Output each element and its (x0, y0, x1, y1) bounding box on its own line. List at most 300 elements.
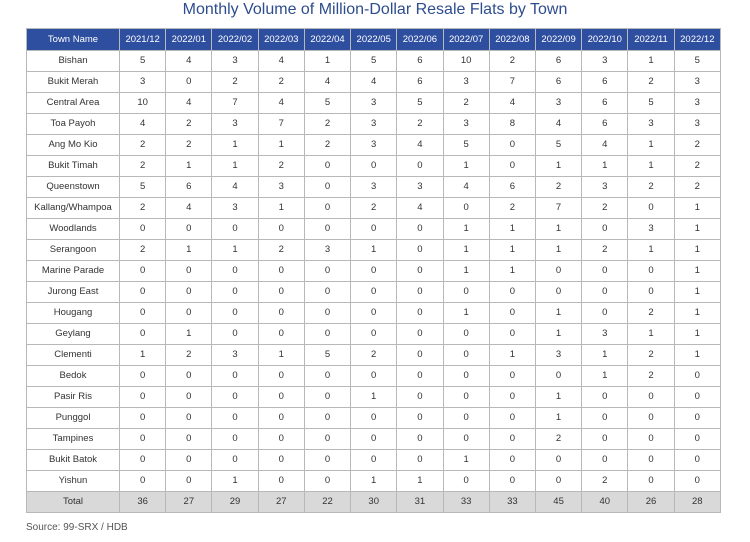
value-cell: 0 (443, 366, 489, 387)
value-cell: 0 (351, 303, 397, 324)
value-cell: 0 (304, 303, 350, 324)
value-cell: 0 (397, 366, 443, 387)
value-cell: 0 (351, 429, 397, 450)
value-cell: 2 (258, 156, 304, 177)
town-name-cell: Central Area (27, 93, 120, 114)
value-cell: 0 (535, 282, 581, 303)
value-cell: 0 (351, 366, 397, 387)
value-cell: 2 (443, 93, 489, 114)
value-cell: 0 (304, 219, 350, 240)
value-cell: 1 (258, 135, 304, 156)
value-cell: 1 (212, 471, 258, 492)
value-cell: 0 (351, 219, 397, 240)
value-cell: 0 (397, 282, 443, 303)
value-cell: 6 (582, 72, 628, 93)
table-row (27, 450, 721, 471)
value-cell: 1 (628, 156, 674, 177)
value-cell: 0 (397, 240, 443, 261)
value-cell: 4 (535, 114, 581, 135)
table-row (27, 387, 721, 408)
value-cell: 7 (258, 114, 304, 135)
value-cell: 0 (166, 387, 212, 408)
value-cell: 0 (166, 429, 212, 450)
value-cell: 3 (582, 324, 628, 345)
value-cell: 0 (443, 324, 489, 345)
value-cell: 2 (674, 135, 720, 156)
value-cell: 0 (628, 429, 674, 450)
value-cell: 0 (628, 408, 674, 429)
value-cell: 6 (397, 51, 443, 72)
value-cell: 2 (166, 135, 212, 156)
table-row (27, 261, 721, 282)
table-row (27, 282, 721, 303)
header-month-2022-11: 2022/11 (628, 29, 674, 51)
header-month-2022-07: 2022/07 (443, 29, 489, 51)
value-cell: 0 (258, 429, 304, 450)
value-cell: 0 (212, 366, 258, 387)
value-cell: 0 (628, 387, 674, 408)
value-cell: 0 (674, 366, 720, 387)
value-cell: 1 (628, 51, 674, 72)
value-cell: 0 (397, 345, 443, 366)
table-row (27, 114, 721, 135)
value-cell: 0 (166, 219, 212, 240)
value-cell: 0 (582, 450, 628, 471)
value-cell: 6 (397, 72, 443, 93)
town-name-cell: Kallang/Whampoa (27, 198, 120, 219)
value-cell: 0 (628, 261, 674, 282)
town-name-cell: Serangoon (27, 240, 120, 261)
value-cell: 1 (674, 240, 720, 261)
value-cell: 1 (212, 156, 258, 177)
town-name-cell: Pasir Ris (27, 387, 120, 408)
value-cell: 0 (582, 429, 628, 450)
value-cell: 3 (351, 114, 397, 135)
value-cell: 0 (304, 198, 350, 219)
value-cell: 5 (397, 93, 443, 114)
value-cell: 0 (212, 303, 258, 324)
value-cell: 0 (397, 408, 443, 429)
value-cell: 6 (582, 93, 628, 114)
value-cell: 2 (120, 135, 166, 156)
value-cell: 0 (120, 471, 166, 492)
town-name-cell: Punggol (27, 408, 120, 429)
value-cell: 0 (166, 408, 212, 429)
value-cell: 1 (628, 324, 674, 345)
table-row (27, 135, 721, 156)
value-cell: 3 (535, 93, 581, 114)
value-cell: 0 (628, 450, 674, 471)
town-name-cell: Woodlands (27, 219, 120, 240)
town-name-cell: Bedok (27, 366, 120, 387)
value-cell: 2 (120, 198, 166, 219)
value-cell: 0 (351, 408, 397, 429)
value-cell: 0 (674, 450, 720, 471)
header-month-2022-01: 2022/01 (166, 29, 212, 51)
value-cell: 0 (489, 156, 535, 177)
town-name-cell: Marine Parade (27, 261, 120, 282)
value-cell: 0 (258, 261, 304, 282)
value-cell: 3 (351, 93, 397, 114)
value-cell: 3 (443, 114, 489, 135)
value-cell: 0 (582, 408, 628, 429)
value-cell: 1 (582, 345, 628, 366)
value-cell: 4 (582, 135, 628, 156)
value-cell: 0 (443, 282, 489, 303)
value-cell: 0 (489, 450, 535, 471)
value-cell: 2 (674, 156, 720, 177)
value-cell: 3 (212, 198, 258, 219)
value-cell: 0 (535, 450, 581, 471)
value-cell: 2 (304, 135, 350, 156)
value-cell: 3 (351, 177, 397, 198)
value-cell: 1 (212, 240, 258, 261)
value-cell: 0 (166, 282, 212, 303)
value-cell: 2 (120, 240, 166, 261)
value-cell: 0 (582, 261, 628, 282)
value-cell: 0 (304, 282, 350, 303)
table-row (27, 156, 721, 177)
table-row (27, 303, 721, 324)
value-cell: 3 (304, 240, 350, 261)
value-cell: 8 (489, 114, 535, 135)
value-cell: 2 (304, 114, 350, 135)
total-row (27, 492, 721, 513)
value-cell: 0 (304, 471, 350, 492)
value-cell: 0 (674, 429, 720, 450)
value-cell: 1 (443, 450, 489, 471)
town-name-cell: Jurong East (27, 282, 120, 303)
value-cell: 0 (120, 324, 166, 345)
value-cell: 1 (535, 324, 581, 345)
value-cell: 0 (120, 429, 166, 450)
table-row (27, 51, 721, 72)
value-cell: 2 (258, 72, 304, 93)
value-cell: 1 (489, 219, 535, 240)
chart-title: Monthly Volume of Million-Dollar Resale Flats by Town (182, 1, 568, 18)
table-row (27, 93, 721, 114)
value-cell: 3 (212, 114, 258, 135)
value-cell: 0 (489, 408, 535, 429)
value-cell: 1 (166, 240, 212, 261)
total-value-cell: 40 (582, 492, 628, 513)
value-cell: 3 (674, 114, 720, 135)
value-cell: 4 (489, 93, 535, 114)
value-cell: 1 (489, 345, 535, 366)
value-cell: 5 (535, 135, 581, 156)
value-cell: 4 (351, 72, 397, 93)
value-cell: 0 (443, 408, 489, 429)
town-name-cell: Clementi (27, 345, 120, 366)
value-cell: 1 (674, 345, 720, 366)
total-value-cell: 27 (166, 492, 212, 513)
value-cell: 3 (582, 177, 628, 198)
value-cell: 0 (258, 282, 304, 303)
value-cell: 1 (535, 303, 581, 324)
value-cell: 0 (397, 219, 443, 240)
value-cell: 0 (258, 366, 304, 387)
table-row (27, 429, 721, 450)
value-cell: 0 (351, 282, 397, 303)
value-cell: 0 (120, 450, 166, 471)
value-cell: 2 (489, 51, 535, 72)
value-cell: 2 (166, 345, 212, 366)
value-cell: 0 (674, 387, 720, 408)
value-cell: 2 (628, 177, 674, 198)
value-cell: 1 (397, 471, 443, 492)
value-cell: 0 (166, 450, 212, 471)
total-value-cell: 22 (304, 492, 350, 513)
value-cell: 1 (351, 471, 397, 492)
value-cell: 0 (351, 156, 397, 177)
value-cell: 0 (397, 324, 443, 345)
value-cell: 0 (443, 345, 489, 366)
value-cell: 0 (212, 429, 258, 450)
value-cell: 1 (535, 219, 581, 240)
value-cell: 4 (304, 72, 350, 93)
value-cell: 3 (258, 177, 304, 198)
header-month-2022-03: 2022/03 (258, 29, 304, 51)
total-value-cell: 27 (258, 492, 304, 513)
value-cell: 6 (489, 177, 535, 198)
value-cell: 5 (674, 51, 720, 72)
total-label: Total (27, 492, 120, 513)
value-cell: 5 (628, 93, 674, 114)
value-cell: 0 (628, 198, 674, 219)
value-cell: 0 (397, 387, 443, 408)
value-cell: 1 (674, 324, 720, 345)
value-cell: 0 (351, 261, 397, 282)
header-town-name: Town Name (27, 29, 120, 51)
value-cell: 0 (674, 471, 720, 492)
value-cell: 2 (166, 114, 212, 135)
town-name-cell: Ang Mo Kio (27, 135, 120, 156)
town-name-cell: Toa Payoh (27, 114, 120, 135)
value-cell: 1 (489, 261, 535, 282)
value-cell: 0 (397, 261, 443, 282)
table-body (27, 51, 721, 513)
value-cell: 0 (258, 387, 304, 408)
header-month-2022-10: 2022/10 (582, 29, 628, 51)
value-cell: 0 (304, 366, 350, 387)
value-cell: 0 (304, 450, 350, 471)
value-cell: 0 (258, 408, 304, 429)
value-cell: 3 (582, 51, 628, 72)
value-cell: 6 (535, 72, 581, 93)
value-cell: 4 (120, 114, 166, 135)
value-cell: 7 (535, 198, 581, 219)
town-name-cell: Yishun (27, 471, 120, 492)
value-cell: 0 (397, 156, 443, 177)
value-cell: 0 (304, 408, 350, 429)
value-cell: 0 (120, 219, 166, 240)
value-cell: 4 (258, 93, 304, 114)
table-row (27, 240, 721, 261)
total-value-cell: 33 (489, 492, 535, 513)
value-cell: 1 (166, 156, 212, 177)
value-cell: 3 (212, 345, 258, 366)
value-cell: 1 (212, 135, 258, 156)
town-name-cell: Hougang (27, 303, 120, 324)
header-month-2022-06: 2022/06 (397, 29, 443, 51)
value-cell: 0 (628, 282, 674, 303)
value-cell: 0 (351, 324, 397, 345)
value-cell: 0 (258, 303, 304, 324)
value-cell: 1 (258, 345, 304, 366)
value-cell: 0 (304, 177, 350, 198)
value-cell: 1 (258, 198, 304, 219)
value-cell: 0 (258, 450, 304, 471)
table-header-row (27, 29, 721, 51)
value-cell: 4 (166, 51, 212, 72)
value-cell: 1 (582, 366, 628, 387)
value-cell: 0 (258, 219, 304, 240)
value-cell: 0 (212, 282, 258, 303)
value-cell: 1 (120, 345, 166, 366)
header-month-2022-08: 2022/08 (489, 29, 535, 51)
value-cell: 0 (535, 366, 581, 387)
value-cell: 0 (397, 303, 443, 324)
value-cell: 0 (304, 261, 350, 282)
value-cell: 0 (489, 429, 535, 450)
value-cell: 0 (489, 324, 535, 345)
total-value-cell: 30 (351, 492, 397, 513)
value-cell: 2 (351, 345, 397, 366)
town-name-cell: Geylang (27, 324, 120, 345)
value-cell: 1 (628, 135, 674, 156)
value-cell: 6 (582, 114, 628, 135)
value-cell: 3 (628, 219, 674, 240)
town-name-cell: Tampines (27, 429, 120, 450)
value-cell: 0 (166, 471, 212, 492)
value-cell: 1 (674, 198, 720, 219)
value-cell: 0 (489, 303, 535, 324)
value-cell: 1 (351, 387, 397, 408)
table-row (27, 198, 721, 219)
value-cell: 0 (443, 387, 489, 408)
value-cell: 2 (582, 471, 628, 492)
value-cell: 0 (674, 408, 720, 429)
value-cell: 0 (120, 387, 166, 408)
value-cell: 0 (304, 156, 350, 177)
value-cell: 1 (443, 303, 489, 324)
value-cell: 0 (212, 387, 258, 408)
value-cell: 0 (212, 261, 258, 282)
value-cell: 0 (397, 429, 443, 450)
value-cell: 2 (535, 177, 581, 198)
value-cell: 2 (397, 114, 443, 135)
value-cell: 3 (351, 135, 397, 156)
value-cell: 2 (120, 156, 166, 177)
value-cell: 3 (397, 177, 443, 198)
value-cell: 1 (674, 282, 720, 303)
town-name-cell: Bukit Merah (27, 72, 120, 93)
town-name-cell: Bishan (27, 51, 120, 72)
table-row (27, 177, 721, 198)
value-cell: 0 (258, 471, 304, 492)
table-row (27, 471, 721, 492)
total-value-cell: 29 (212, 492, 258, 513)
value-cell: 7 (212, 93, 258, 114)
value-cell: 6 (535, 51, 581, 72)
value-cell: 1 (489, 240, 535, 261)
value-cell: 0 (443, 198, 489, 219)
value-cell: 0 (304, 429, 350, 450)
value-cell: 4 (166, 198, 212, 219)
value-cell: 1 (535, 408, 581, 429)
value-cell: 4 (397, 135, 443, 156)
value-cell: 0 (535, 471, 581, 492)
value-cell: 0 (120, 408, 166, 429)
value-cell: 10 (120, 93, 166, 114)
value-cell: 2 (674, 177, 720, 198)
value-cell: 1 (166, 324, 212, 345)
value-cell: 0 (120, 282, 166, 303)
value-cell: 0 (443, 429, 489, 450)
town-name-cell: Bukit Timah (27, 156, 120, 177)
value-cell: 2 (582, 198, 628, 219)
value-cell: 1 (535, 156, 581, 177)
header-month-2022-05: 2022/05 (351, 29, 397, 51)
value-cell: 4 (166, 93, 212, 114)
value-cell: 1 (443, 240, 489, 261)
value-cell: 0 (166, 366, 212, 387)
value-cell: 0 (489, 282, 535, 303)
value-cell: 3 (443, 72, 489, 93)
value-cell: 0 (582, 219, 628, 240)
table-row (27, 366, 721, 387)
value-cell: 4 (443, 177, 489, 198)
header-month-2022-02: 2022/02 (212, 29, 258, 51)
value-cell: 0 (120, 261, 166, 282)
town-name-cell: Queenstown (27, 177, 120, 198)
table-row (27, 345, 721, 366)
value-cell: 1 (674, 303, 720, 324)
value-cell: 0 (489, 366, 535, 387)
value-cell: 10 (443, 51, 489, 72)
value-cell: 0 (489, 471, 535, 492)
value-cell: 0 (535, 261, 581, 282)
value-cell: 0 (304, 324, 350, 345)
value-cell: 2 (535, 429, 581, 450)
value-cell: 3 (120, 72, 166, 93)
value-cell: 0 (582, 303, 628, 324)
total-value-cell: 33 (443, 492, 489, 513)
value-cell: 4 (212, 177, 258, 198)
value-cell: 2 (582, 240, 628, 261)
value-cell: 0 (304, 387, 350, 408)
table-row (27, 72, 721, 93)
value-cell: 5 (351, 51, 397, 72)
value-cell: 0 (212, 219, 258, 240)
total-value-cell: 36 (120, 492, 166, 513)
total-value-cell: 28 (674, 492, 720, 513)
table-row (27, 408, 721, 429)
resale-volume-table (26, 28, 721, 513)
header-month-2022-04: 2022/04 (304, 29, 350, 51)
value-cell: 2 (628, 366, 674, 387)
value-cell: 0 (582, 387, 628, 408)
value-cell: 1 (351, 240, 397, 261)
value-cell: 3 (674, 93, 720, 114)
header-month-2021-12: 2021/12 (120, 29, 166, 51)
value-cell: 0 (489, 387, 535, 408)
total-value-cell: 45 (535, 492, 581, 513)
value-cell: 2 (258, 240, 304, 261)
value-cell: 3 (212, 51, 258, 72)
value-cell: 1 (443, 156, 489, 177)
town-name-cell: Bukit Batok (27, 450, 120, 471)
